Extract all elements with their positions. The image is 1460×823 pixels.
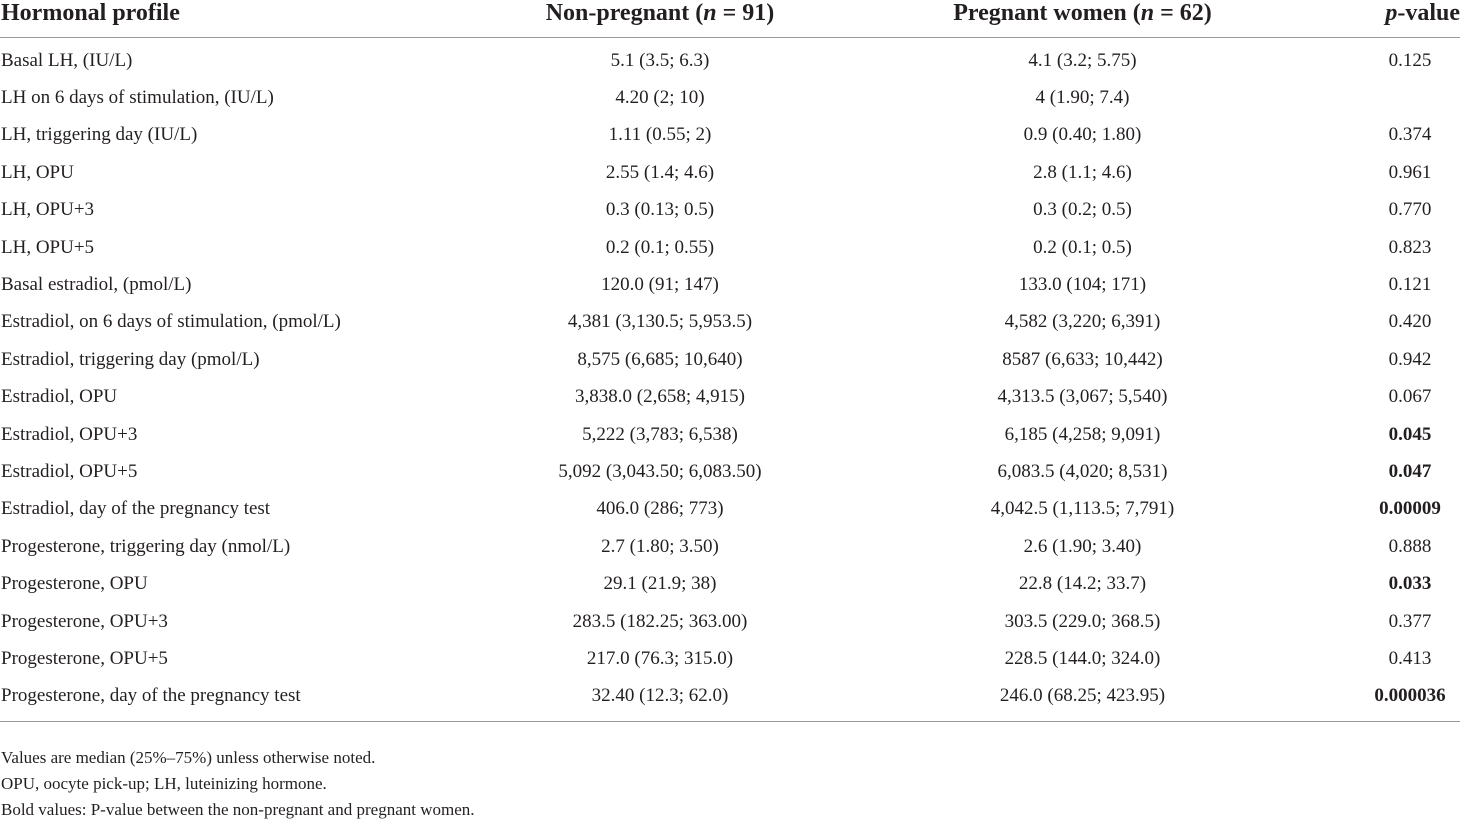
table-row	[0, 154, 1460, 191]
row-label: Basal estradiol, (pmol/L)	[1, 274, 192, 296]
non-pregnant-value: 406.0 (286; 773)	[596, 498, 724, 520]
p-value: 0.942	[1388, 348, 1432, 370]
table-row	[0, 416, 1460, 453]
row-label: Basal LH, (IU/L)	[1, 49, 133, 71]
row-label: LH, OPU+5	[1, 236, 95, 258]
non-pregnant-value: 0.3 (0.13; 0.5)	[605, 199, 715, 221]
non-pregnant-value: 0.2 (0.1; 0.55)	[605, 236, 715, 258]
non-pregnant-value: 2.55 (1.4; 4.6)	[605, 161, 715, 183]
row-label: Estradiol, day of the pregnancy test	[1, 498, 271, 520]
pregnant-value: 228.5 (144.0; 324.0)	[1004, 647, 1161, 669]
row-label: Estradiol, on 6 days of stimulation, (pmol/L)	[1, 311, 341, 333]
p-value: 0.047	[1388, 460, 1432, 482]
pregnant-value: 4,042.5 (1,113.5; 7,791)	[990, 498, 1175, 520]
p-value: 0.961	[1388, 161, 1432, 183]
pregnant-value: 2.6 (1.90; 3.40)	[1023, 535, 1142, 557]
non-pregnant-value: 283.5 (182.25; 363.00)	[572, 610, 748, 632]
row-label: Progesterone, triggering day (nmol/L)	[1, 535, 291, 557]
table-row	[0, 491, 1460, 528]
header-row	[0, 0, 1460, 38]
non-pregnant-value: 4.20 (2; 10)	[615, 87, 705, 109]
table-row	[0, 304, 1460, 341]
non-pregnant-value: 5,222 (3,783; 6,538)	[582, 423, 738, 445]
non-pregnant-value: 2.7 (1.80; 3.50)	[601, 535, 719, 557]
table-row	[0, 192, 1460, 229]
non-pregnant-value: 4,381 (3,130.5; 5,953.5)	[567, 311, 753, 333]
non-pregnant-value: 217.0 (76.3; 315.0)	[586, 647, 734, 669]
p-value: 0.770	[1388, 199, 1432, 221]
p-value: 0.00009	[1379, 498, 1441, 520]
pregnant-value: 6,185 (4,258; 9,091)	[1004, 423, 1161, 445]
pregnant-value: 0.9 (0.40; 1.80)	[1023, 124, 1142, 146]
p-value: 0.413	[1388, 647, 1432, 669]
footnote-abbreviations: OPU, oocyte pick-up; LH, luteinizing hormone.	[1, 774, 327, 793]
non-pregnant-value: 5.1 (3.5; 6.3)	[610, 49, 710, 71]
table-row	[0, 678, 1460, 722]
footnote-values: Values are median (25%–75%) unless otherwise noted.	[1, 748, 376, 767]
pregnant-value: 4 (1.90; 7.4)	[1035, 87, 1130, 109]
row-label: Progesterone, OPU+3	[1, 610, 168, 632]
non-pregnant-value: 29.1 (21.9; 38)	[603, 573, 717, 595]
row-label: Progesterone, OPU	[1, 573, 148, 595]
p-value: 0.125	[1388, 49, 1432, 71]
row-label: Estradiol, OPU+3	[1, 423, 138, 445]
p-value: 0.420	[1388, 311, 1432, 333]
pregnant-value: 22.8 (14.2; 33.7)	[1018, 573, 1147, 595]
row-label: Progesterone, OPU+5	[1, 647, 168, 669]
p-value: 0.823	[1388, 236, 1432, 258]
table-row	[0, 341, 1460, 378]
pregnant-value: 8587 (6,633; 10,442)	[1002, 348, 1163, 370]
table-row	[0, 603, 1460, 640]
p-value: 0.121	[1388, 274, 1432, 296]
p-value: 0.033	[1388, 573, 1432, 595]
non-pregnant-value: 32.40 (12.3; 62.0)	[455, 678, 865, 722]
table-body	[0, 38, 1460, 722]
p-value	[1300, 79, 1460, 116]
pregnant-value: 2.8 (1.1; 4.6)	[1033, 161, 1132, 183]
row-label: Estradiol, triggering day (pmol/L)	[1, 348, 260, 370]
pregnant-value: 6,083.5 (4,020; 8,531)	[997, 460, 1168, 482]
non-pregnant-value: 3,838.0 (2,658; 4,915)	[575, 386, 745, 408]
pregnant-value: 0.3 (0.2; 0.5)	[1033, 199, 1132, 221]
p-value: 0.000036	[1300, 678, 1460, 722]
p-value: 0.377	[1388, 610, 1432, 632]
table-row	[0, 565, 1460, 602]
non-pregnant-value: 1.11 (0.55; 2)	[608, 124, 712, 146]
table-row	[0, 117, 1460, 154]
table-row	[0, 640, 1460, 677]
header-pregnant-women: Pregnant women (n = 62)	[865, 0, 1300, 38]
p-value: 0.888	[1388, 535, 1432, 557]
row-label: LH on 6 days of stimulation, (IU/L)	[1, 87, 274, 109]
header-non-pregnant: Non-pregnant (n = 91)	[455, 0, 865, 38]
row-label: Progesterone, day of the pregnancy test	[0, 678, 455, 722]
table-row	[0, 528, 1460, 565]
header-p-value: p-value	[1300, 0, 1460, 38]
row-label: Estradiol, OPU	[1, 386, 118, 408]
pregnant-value: 4,313.5 (3,067; 5,540)	[997, 386, 1168, 408]
row-label: LH, triggering day (IU/L)	[1, 124, 198, 146]
table-row	[0, 453, 1460, 490]
table-row	[0, 379, 1460, 416]
pregnant-value: 4.1 (3.2; 5.75)	[1028, 49, 1137, 71]
non-pregnant-value: 5,092 (3,043.50; 6,083.50)	[558, 460, 762, 482]
non-pregnant-value: 8,575 (6,685; 10,640)	[577, 348, 743, 370]
pregnant-value: 303.5 (229.0; 368.5)	[1004, 610, 1161, 632]
p-value: 0.374	[1388, 124, 1432, 146]
row-label: Estradiol, OPU+5	[1, 460, 138, 482]
pregnant-value: 246.0 (68.25; 423.95)	[865, 678, 1300, 722]
p-value: 0.045	[1388, 423, 1432, 445]
row-label: LH, OPU+3	[1, 199, 95, 221]
footnote-bold-values: Bold values: P-value between the non-pregnant and pregnant women.	[1, 800, 475, 819]
pregnant-value: 0.2 (0.1; 0.5)	[1033, 236, 1132, 258]
row-label: LH, OPU	[1, 161, 74, 183]
pregnant-value: 133.0 (104; 171)	[1018, 274, 1147, 296]
table-row	[0, 266, 1460, 303]
table-row	[0, 79, 1460, 116]
p-value: 0.067	[1388, 386, 1432, 408]
table-row	[0, 38, 1460, 80]
non-pregnant-value: 120.0 (91; 147)	[601, 274, 719, 296]
pregnant-value: 4,582 (3,220; 6,391)	[1004, 311, 1161, 333]
table-footnotes	[1, 745, 475, 823]
header-hormonal-profile: Hormonal profile	[0, 0, 455, 38]
table-row	[0, 229, 1460, 266]
